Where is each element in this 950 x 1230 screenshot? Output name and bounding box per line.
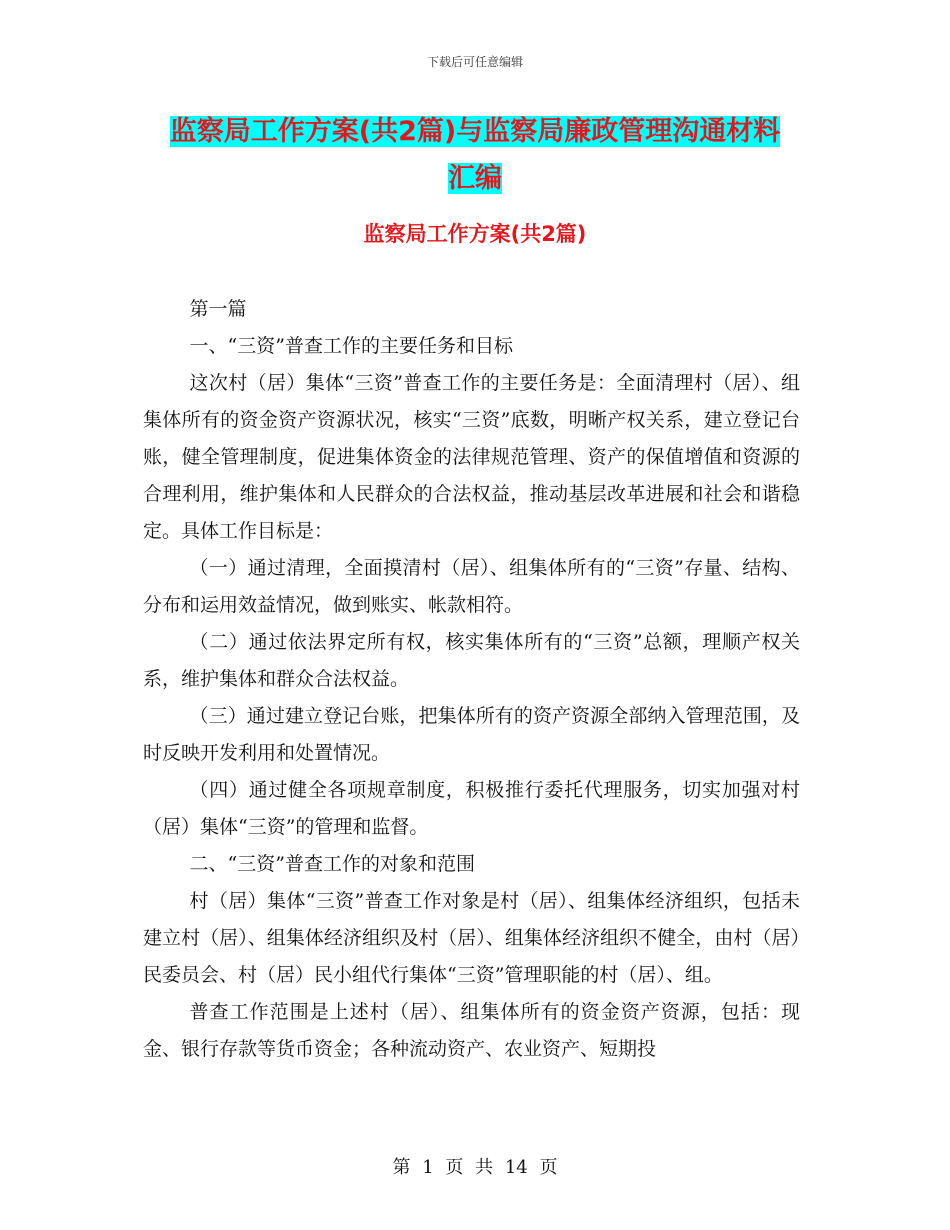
paragraph: （四）通过健全各项规章制度，积极推行委托代理服务，切实加强对村（居）集体“三资”的管理和监督。 (143, 779, 800, 838)
paragraph: （一）通过清理，全面摸清村（居）、组集体所有的“三资”存量、结构、分布和运用效益情况，做到账实、帐款相符。 (143, 557, 800, 616)
paragraph: 第一篇 (189, 298, 247, 320)
paragraph: 这次村（居）集体“三资”普查工作的主要任务是：全面清理村（居）、组集体所有的资金资产资源状况，核实“三资”底数，明晰产权关系，建立登记台账，健全管理制度，促进集体资金的法律规范管理、资产的保值增值和资源的合理利用，维护集体和人民群众的合法权益，推动基层改革进展和社会和谐稳定。具体工作目标是： (143, 372, 800, 542)
paragraph: 二、“三资”普查工作的对象和范围 (189, 853, 475, 875)
page-footer: 第 1 页 共 14 页 (392, 1157, 558, 1178)
paragraph: （三）通过建立登记台账，把集体所有的资产资源全部纳入管理范围，及时反映开发利用和处置情况。 (143, 705, 800, 764)
paragraph: 一、“三资”普查工作的主要任务和目标 (189, 335, 513, 357)
paragraph: 普查工作范围是上述村（居）、组集体所有的资金资产资源，包括：现金、银行存款等货币资金；各种流动资产、农业资产、短期投 (143, 1001, 800, 1060)
document-title (145, 108, 805, 202)
header-note: 下载后可任意编辑 (426, 55, 523, 69)
document-body (143, 291, 800, 1068)
paragraph: （二）通过依法界定所有权，核实集体所有的“三资”总额，理顺产权关系，维护集体和群众合法权益。 (143, 631, 800, 690)
paragraph: 村（居）集体“三资”普查工作对象是村（居）、组集体经济组织，包括未建立村（居）、组集体经济组织及村（居）、组集体经济组织不健全，由村（居）民委员会、村（居）民小组代行集体“三资”管理职能的村（居）、组。 (143, 890, 800, 986)
document-title-line-2: 汇编 (448, 163, 502, 194)
section-title: 监察局工作方案(共2篇) (363, 222, 587, 246)
document-title-line-1: 监察局工作方案(共2篇)与监察局廉政管理沟通材料 (169, 116, 781, 147)
